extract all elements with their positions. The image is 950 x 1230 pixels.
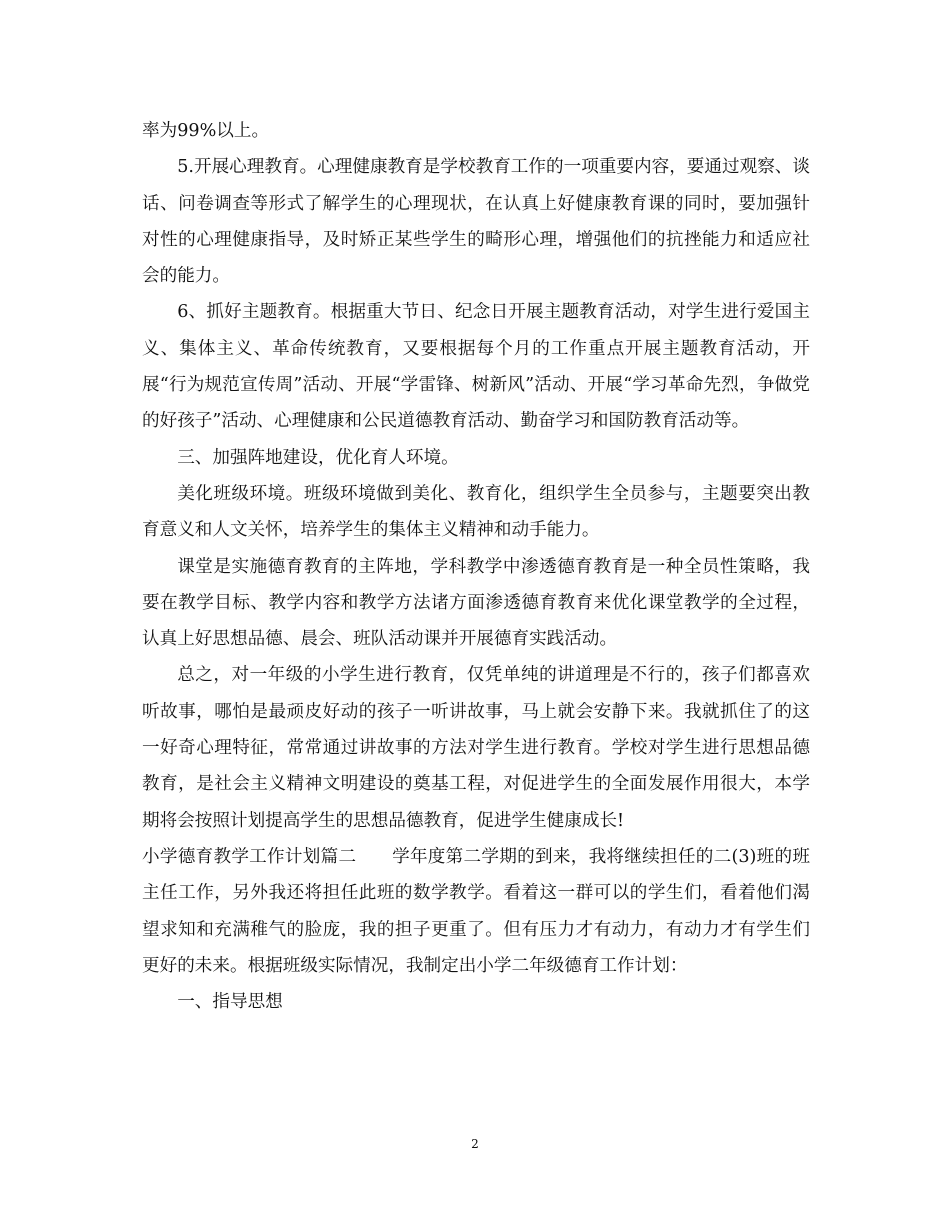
paragraph-psychological-education: 5.开展心理教育。心理健康教育是学校教育工作的一项重要内容，要通过观察、谈话、问卷调查等形式了解学生的心理现状，在认真上好健康教育课的同时，要加强针对性的心理健康指导，及时矫正某些学生的畸形心理，增强他们的抗挫能力和适应社会的能力。 — [142, 157, 810, 287]
section-heading-guiding-ideology: 一、指导思想 — [177, 992, 283, 1013]
document-body — [142, 113, 810, 1020]
paragraph-plan-two-intro: 小学德育教学工作计划篇二 学年度第二学期的到来，我将继续担任的二(3)班的班主任工作，另外我还将担任此班的数学教学。看着这一群可以的学生们，看着他们渴望求知和充满稚气的脸庞，我的担子更重了。但有压力才有动力，有动力才有学生们更好的未来。根据班级实际情况，我制定出小学二年级德育工作计划： — [142, 846, 810, 976]
paragraph-classroom: 课堂是实施德育教育的主阵地，学科教学中渗透德育教育是一种全员性策略，我要在教学目标、教学内容和教学方法诸方面渗透德育教育来优化课堂教学的全过程，认真上好思想品德、晨会、班队活动课并开展德育实践活动。 — [142, 556, 810, 650]
paragraph-continuation: 率为99%以上。 — [142, 121, 270, 141]
paragraph-summary: 总之，对一年级的小学生进行教育，仅凭单纯的讲道理是不行的，孩子们都喜欢听故事，哪怕是最顽皮好动的孩子一听讲故事，马上就会安静下来。我就抓住了的这一好奇心理特征，常常通过讲故事的方法对学生进行教育。学校对学生进行思想品德教育，是社会主义精神文明建设的奠基工程，对促进学生的全面发展作用很大，本学期将会按照计划提高学生的思想品德教育，促进学生健康成长! — [142, 665, 810, 831]
section-heading-position-building: 三、加强阵地建设，优化育人环境。 — [177, 447, 459, 468]
paragraph-class-environment: 美化班级环境。班级环境做到美化、教育化，组织学生全员参与，主题要突出教育意义和人文关怀，培养学生的集体主义精神和动手能力。 — [142, 483, 810, 541]
page-number: 2 — [471, 1137, 479, 1151]
paragraph-theme-education: 6、抓好主题教育。根据重大节日、纪念日开展主题教育活动，对学生进行爱国主义、集体主义、革命传统教育，又要根据每个月的工作重点开展主题教育活动，开展“行为规范宣传周”活动、开展“学雷锋、树新风”活动、开展“学习革命先烈，争做党的好孩子”活动、心理健康和公民道德教育活动、勤奋学习和国防教育活动等。 — [142, 302, 810, 432]
